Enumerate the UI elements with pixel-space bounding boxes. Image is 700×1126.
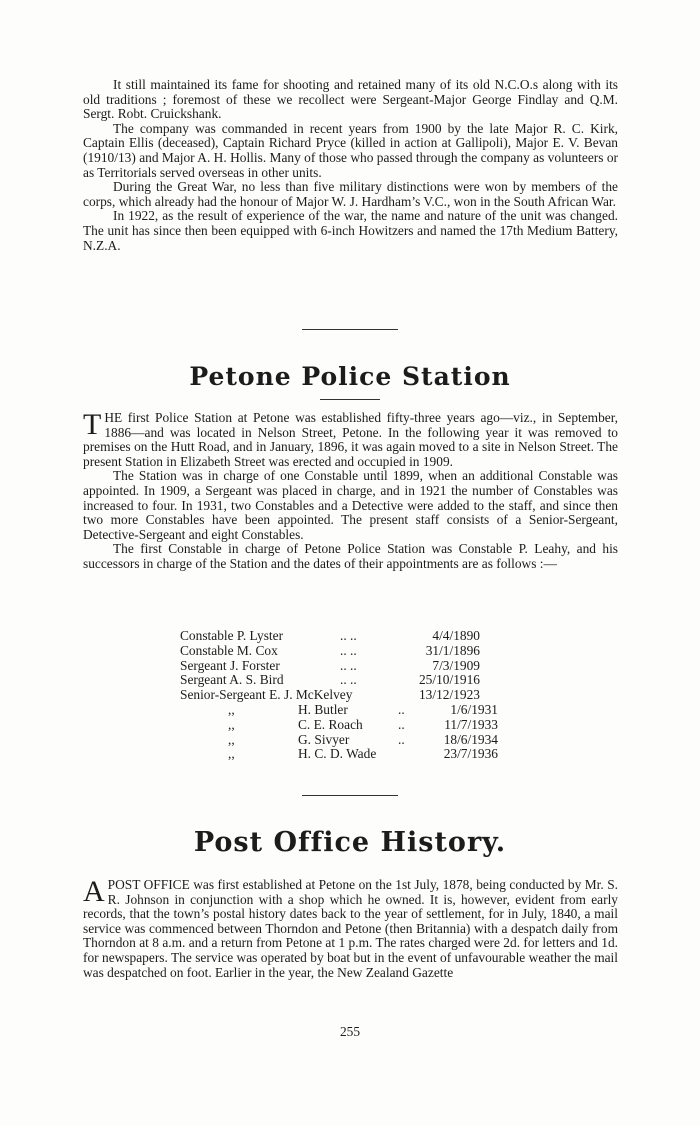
- table-row: Sergeant J. Forster .. .. 7/3/1909: [180, 657, 480, 673]
- page-number: 255: [339, 1024, 361, 1039]
- police-heading: Petone Police Station: [189, 362, 511, 391]
- paragraph: APOST OFFICE was first established at Petone on the 1st July, 1878, being conducted by Mr. S. R. Johnson in conjunction with a shop which he owned. It is, however, evident from early records, that the town’s postal history dates back to the year of settlement, for in July, 1840, a mail service was commenced between Thorndon and Petone (then Britannia) with a despatch daily from Thorndon at 8 a.m. and a return from Petone at 1 p.m. The rates charged were 2d. for letters and 1d. for newspapers. The service was operated by boat but in the event of unfavourable weather the mail was despatched on foot. Earlier in the year, the New Zealand Gazette: [83, 875, 618, 980]
- table-row: ,, H. C. D. Wade 23/7/1936: [228, 746, 498, 762]
- military-section: [83, 78, 618, 253]
- ditto-appointments-table: [180, 703, 498, 762]
- paragraph: In 1922, as the result of experience of the war, the name and nature of the unit was changed. The unit has since then been equipped with 6-inch Howitzers and named the 17th Medium Battery, N.Z.A.: [83, 208, 618, 253]
- appointments-table: [180, 629, 480, 703]
- paragraph: The company was commanded in recent years from 1900 by the late Major R. C. Kirk, Captain Ellis (deceased), Captain Richard Pryce (killed in action at Gallipoli), Major E. V. Bevan (1910/13) and Major A. H. Hollis. Many of those who passed through the company as volunteers or as Territorials served overseas in other units.: [83, 120, 618, 180]
- table-row: ,, H. Butler .. 1/6/1931: [228, 702, 498, 717]
- table-row: Senior-Sergeant E. J. McKelvey 13/12/1923: [180, 687, 480, 703]
- table-row: Sergeant A. S. Bird .. .. 25/10/1916: [180, 672, 480, 688]
- drop-cap: T: [83, 408, 102, 441]
- paragraph: During the Great War, no less than five military distinctions were won by members of the corps, which already had the honour of Major W. J. Hardham’s V.C., won in the South African War.: [83, 179, 618, 209]
- heading-underline: [320, 399, 380, 400]
- table-row: ,, G. Sivyer .. 18/6/1934: [228, 731, 498, 747]
- table-row: Constable M. Cox .. .. 31/1/1896: [180, 642, 480, 658]
- paragraph: The first Constable in charge of Petone Police Station was Constable P. Leahy, and his successors in charge of the Station and the dates of their appointments are as follows :—: [83, 541, 618, 571]
- paragraph: THE first Police Station at Petone was established fifty-three years ago—viz., in September, 1886—and was located in Nelson Street, Petone. In the following year it was removed to premises on the Hutt Road, and in January, 1896, it was again moved to a site in Nelson Street. The present Station in Elizabeth Street was erected and occupied in 1909.: [83, 408, 618, 469]
- section-divider: [302, 795, 398, 796]
- table-row: ,, C. E. Roach .. 11/7/1933: [228, 716, 498, 732]
- paragraph: The Station was in charge of one Constable until 1899, when an additional Constable was appointed. In 1909, a Sergeant was placed in charge, and in 1921 the number of Constables was increased to four. In 1931, two Constables and a Detective were added to the staff, and since then two more Constables have been appointed. The present staff consists of a Senior-Sergeant, Detective-Sergeant and eight Constables.: [83, 468, 618, 542]
- post-office-section: [83, 875, 618, 980]
- drop-cap: A: [83, 875, 105, 908]
- post-office-heading: Post Office History.: [193, 827, 507, 858]
- police-section: [83, 408, 618, 572]
- table-row: Constable P. Lyster .. .. 4/4/1890: [180, 628, 480, 643]
- paragraph: It still maintained its fame for shooting and retained many of its old N.C.O.s along with its old traditions ; foremost of these we recollect were Sergeant-Major George Findlay and Q.M. Sergt. Robt. Cruickshank.: [83, 77, 618, 122]
- section-divider: [302, 329, 398, 330]
